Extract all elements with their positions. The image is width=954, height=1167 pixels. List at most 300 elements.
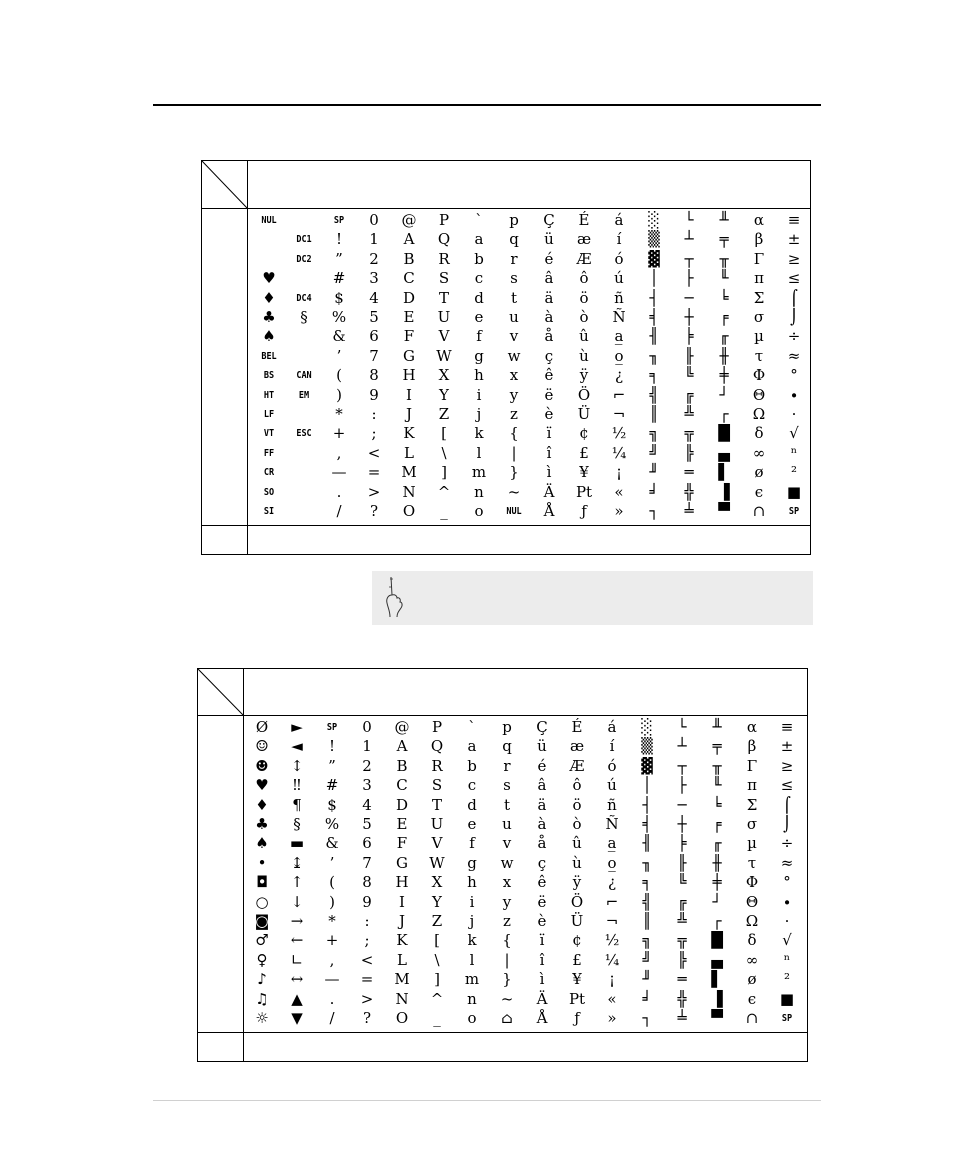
char-cell: h: [474, 366, 484, 385]
char-cell: M: [394, 970, 410, 989]
char-cell: à: [544, 308, 554, 326]
char-cell: │: [642, 776, 652, 795]
char-cell: c: [474, 269, 484, 288]
char-cell: ¥: [572, 970, 582, 989]
char-cell: ): [336, 385, 342, 404]
char-cell: ╘: [712, 795, 722, 814]
char-cell: τ: [754, 346, 764, 365]
char-cell: ♣: [262, 308, 276, 326]
char-cell: T: [438, 288, 449, 307]
char-cell: ╟: [677, 853, 687, 872]
char-cell: O: [395, 1009, 409, 1027]
char-cell: ▓: [648, 249, 660, 268]
char-cell: ü: [544, 230, 554, 249]
char-cell: [286, 347, 322, 366]
char-cell: d: [467, 795, 477, 814]
char-cell: @: [394, 718, 410, 736]
char-cell: a: [474, 230, 484, 249]
char-cell: D: [402, 288, 416, 307]
char-cell: @: [401, 211, 417, 229]
char-cell: £: [579, 443, 589, 462]
char-cell: ⌂: [501, 1009, 513, 1027]
char-cell: n: [467, 989, 477, 1008]
char-cell: ë: [544, 385, 554, 404]
char-cell: [251, 250, 287, 269]
char-cell: Ç: [543, 211, 555, 229]
char-cell: ]: [441, 463, 447, 482]
char-cell: [286, 502, 322, 521]
char-cell: o: [467, 1009, 477, 1027]
char-cell: C: [396, 776, 408, 795]
char-cell: ó: [607, 756, 617, 775]
char-cell: ,: [336, 443, 342, 462]
char-cell: ’: [336, 346, 342, 365]
char-cell: SO: [263, 486, 275, 498]
footer-rule: [153, 1100, 821, 1101]
char-cell: o̲: [607, 853, 617, 872]
char-cell: ▒: [641, 737, 653, 756]
char-cell: .: [336, 482, 342, 501]
char-cell: [286, 405, 322, 424]
char-cell: ♥: [262, 269, 276, 288]
char-cell: ┘: [719, 385, 729, 404]
char-cell: n: [474, 482, 484, 501]
char-cell: ¬: [612, 405, 626, 423]
char-cell: ^: [430, 989, 444, 1008]
char-cell: ÷: [780, 834, 794, 853]
char-cell: X: [438, 366, 450, 385]
char-cell: ╬: [677, 989, 687, 1008]
char-cell: y: [502, 892, 512, 911]
char-cell: y: [509, 385, 519, 404]
char-cell: ⌐: [612, 385, 626, 404]
char-cell: â: [537, 776, 547, 795]
char-cell: π: [754, 269, 764, 288]
row-header-divider: [247, 161, 248, 554]
char-cell: ─: [677, 795, 687, 814]
char-cell: ♦: [262, 288, 276, 307]
char-cell: ”: [335, 249, 343, 268]
char-cell: ↕: [290, 756, 304, 775]
char-cell: β: [754, 230, 764, 249]
char-cell: á: [614, 211, 624, 229]
char-cell: ö: [572, 795, 582, 814]
header-row-divider: [202, 208, 810, 209]
char-cell: ·: [784, 912, 790, 930]
char-cell: é: [537, 756, 547, 775]
char-cell: t: [510, 288, 518, 307]
char-cell: c: [467, 776, 477, 795]
char-cell: q: [502, 737, 512, 756]
char-cell: —: [331, 463, 347, 482]
char-cell: Æ: [576, 249, 592, 268]
char-cell: z: [510, 405, 518, 423]
char-cell: Y: [439, 385, 449, 404]
char-cell: ╒: [712, 815, 722, 833]
char-cell: B: [396, 756, 408, 775]
char-cell: ╖: [649, 346, 659, 365]
char-cell: G: [403, 346, 415, 365]
char-cell: 3: [362, 776, 372, 795]
char-cell: ■: [779, 989, 795, 1008]
char-cell: 5: [362, 815, 372, 833]
char-cell: .: [329, 989, 335, 1008]
char-cell: Pt: [568, 989, 586, 1008]
char-cell: ±: [780, 737, 794, 756]
char-cell: DC1: [296, 234, 312, 246]
char-cell: ¼: [604, 950, 620, 969]
char-cell: }: [502, 970, 512, 989]
char-cell: u: [509, 308, 519, 326]
char-cell: δ: [747, 931, 757, 950]
char-cell: Φ: [745, 873, 759, 892]
char-cell: ╪: [712, 873, 722, 892]
char-cell: √: [782, 931, 792, 950]
char-cell: £: [572, 950, 582, 969]
corner-diagonal: [198, 669, 244, 716]
char-cell: ├: [684, 269, 694, 288]
char-cell: _: [433, 1009, 441, 1027]
char-cell: ╨: [719, 211, 729, 229]
char-cell: 8: [369, 366, 379, 385]
char-cell: k: [474, 424, 484, 443]
char-cell: f: [476, 327, 482, 346]
char-cell: ¡: [608, 970, 616, 989]
char-cell: 7: [362, 853, 372, 872]
char-cell: l: [476, 443, 482, 462]
char-cell: Σ: [753, 288, 765, 307]
char-cell: è: [544, 405, 554, 423]
char-cell: ▓: [641, 756, 653, 775]
char-cell: =: [360, 970, 374, 989]
char-cell: ⌡: [783, 815, 791, 833]
char-cell: ‼: [293, 776, 301, 795]
char-cell: ♦: [255, 795, 269, 814]
header-row-divider: [198, 715, 807, 716]
char-cell: ⁿ: [790, 443, 798, 462]
char-cell: æ: [576, 230, 592, 249]
char-cell: m: [464, 970, 480, 989]
pointing-hand-icon: [380, 575, 406, 619]
char-cell: §: [293, 815, 301, 833]
char-cell: å: [537, 834, 547, 853]
char-cell: ▐: [718, 482, 730, 501]
char-cell: δ: [754, 424, 764, 443]
char-cell: =: [367, 463, 381, 482]
char-cell: W: [429, 853, 445, 872]
char-cell: ╒: [719, 308, 729, 326]
character-table-1: [201, 160, 811, 555]
char-cell: ▄: [711, 950, 723, 969]
char-cell: #: [332, 269, 346, 288]
char-cell: ÿ: [572, 873, 582, 892]
char-cell: à: [537, 815, 547, 833]
char-cell: ≤: [780, 776, 794, 795]
char-cell: ;: [371, 424, 377, 443]
char-cell: ┴: [677, 737, 687, 756]
char-cell: ≈: [787, 346, 801, 365]
char-cell: Æ: [569, 756, 585, 775]
char-cell: Ö: [570, 892, 584, 911]
char-cell: є: [754, 482, 764, 501]
char-cell: ä: [544, 288, 554, 307]
char-cell: ←: [290, 931, 304, 950]
char-cell: ▌: [718, 463, 730, 482]
char-cell: ⌠: [783, 795, 791, 814]
char-cell: ¿: [607, 873, 617, 892]
char-cell: `: [468, 718, 476, 736]
char-cell: ø: [754, 463, 764, 482]
char-cell: U: [437, 308, 451, 326]
char-cell: ¢: [579, 424, 589, 443]
char-cell: e: [467, 815, 477, 833]
char-cell: V: [431, 834, 443, 853]
char-cell: A: [396, 737, 408, 756]
char-cell: ╛: [649, 482, 659, 501]
char-cell: SI: [263, 506, 275, 517]
footer-row-divider: [198, 1032, 807, 1033]
char-cell: :: [371, 405, 377, 423]
char-cell: ═: [684, 463, 694, 482]
char-cell: ∙: [790, 385, 798, 404]
char-cell: ┤: [642, 795, 652, 814]
char-cell: ╡: [649, 308, 659, 326]
char-cell: <: [367, 443, 381, 462]
char-cell: ”: [328, 756, 336, 775]
char-cell: É: [578, 211, 590, 229]
char-cell: X: [431, 873, 443, 892]
char-cell: ▼: [291, 1009, 303, 1027]
char-cell: û: [579, 327, 589, 346]
char-cell: ~: [500, 989, 514, 1008]
char-cell: ↑: [290, 873, 304, 892]
char-cell: ╘: [719, 288, 729, 307]
char-cell: ç: [544, 346, 554, 365]
char-cell: FF: [263, 447, 275, 459]
char-cell: Γ: [746, 756, 758, 775]
char-cell: є: [747, 989, 757, 1008]
char-cell: `: [475, 211, 483, 229]
char-cell: ═: [677, 970, 687, 989]
char-cell: Ω: [752, 405, 766, 423]
char-cell: ╕: [642, 873, 652, 892]
char-cell: I: [406, 385, 412, 404]
char-cell: β: [747, 737, 757, 756]
char-cell: ▀: [718, 502, 730, 520]
char-cell: ñ: [614, 288, 624, 307]
char-cell: $: [334, 288, 344, 307]
char-cell: 4: [369, 288, 379, 307]
char-cell: B: [403, 249, 415, 268]
char-cell: ╥: [719, 249, 729, 268]
char-cell: ╫: [712, 853, 722, 872]
char-cell: ╢: [649, 327, 659, 346]
char-cell: °: [783, 873, 791, 892]
char-cell: ║: [649, 405, 659, 423]
char-cell: ä: [537, 795, 547, 814]
char-cell: :: [364, 912, 370, 930]
char-cell: ║: [642, 912, 652, 930]
char-cell: S: [438, 269, 450, 288]
char-cell: J: [398, 912, 405, 930]
char-cell: CAN: [296, 370, 312, 382]
char-cell: q: [509, 230, 519, 249]
char-cell: ▒: [648, 230, 660, 249]
char-cell: Φ: [752, 366, 766, 385]
char-cell: ó: [614, 249, 624, 268]
char-cell: /: [329, 1009, 335, 1027]
char-cell: ─: [684, 288, 694, 307]
char-cell: ╣: [642, 892, 652, 911]
char-cell: N: [402, 482, 416, 501]
char-cell: ù: [579, 346, 589, 365]
char-cell: ÷: [787, 327, 801, 346]
char-cell: ê: [537, 873, 547, 892]
char-cell: î: [546, 443, 552, 462]
char-cell: Z: [438, 405, 450, 423]
char-cell: —: [324, 970, 340, 989]
char-cell: ┤: [649, 288, 659, 307]
char-cell: 2: [369, 249, 379, 268]
char-cell: ·: [791, 405, 797, 423]
char-cell: ♥: [255, 776, 269, 795]
char-cell: 2: [362, 756, 372, 775]
char-cell: ┌: [712, 912, 722, 930]
char-cell: EM: [298, 389, 310, 401]
char-cell: DC2: [296, 253, 312, 265]
char-cell: ∟: [290, 950, 304, 969]
char-cell: b: [474, 249, 484, 268]
char-cell: ╡: [642, 815, 652, 833]
char-cell: z: [503, 912, 511, 930]
char-cell: A: [403, 230, 415, 249]
char-cell: ¡: [615, 463, 623, 482]
char-cell: p: [502, 718, 512, 736]
char-cell: _: [440, 502, 448, 520]
char-cell: ■: [786, 482, 802, 501]
char-cell: a: [467, 737, 477, 756]
char-cell: ô: [572, 776, 582, 795]
char-cell: ♠: [262, 327, 276, 346]
char-cell: 7: [369, 346, 379, 365]
char-cell: ╟: [684, 346, 694, 365]
char-cell: ì: [546, 463, 552, 482]
char-cell: g: [467, 853, 477, 872]
char-cell: NUL: [506, 506, 522, 517]
char-cell: o: [474, 502, 484, 520]
char-cell: ]: [434, 970, 440, 989]
char-cell: ¼: [611, 443, 627, 462]
char-cell: ï: [546, 424, 552, 443]
char-cell: ô: [579, 269, 589, 288]
char-cell: v: [509, 327, 519, 346]
char-cell: ↨: [290, 853, 304, 872]
char-cell: K: [403, 424, 415, 443]
char-cell: ╢: [642, 834, 652, 853]
char-cell: ╓: [712, 834, 722, 853]
char-cell: τ: [747, 853, 757, 872]
char-cell: E: [396, 815, 408, 833]
char-cell: ╛: [642, 989, 652, 1008]
char-cell: «: [607, 989, 617, 1008]
char-cell: t: [503, 795, 511, 814]
corner-diagonal: [202, 161, 248, 209]
char-cell: 4: [362, 795, 372, 814]
char-cell: â: [544, 269, 554, 288]
char-cell: 8: [362, 873, 372, 892]
header-rule: [153, 104, 821, 106]
char-cell: SP: [333, 215, 345, 226]
char-cell: ╥: [712, 756, 722, 775]
char-cell: §: [300, 308, 308, 326]
char-cell: ╫: [719, 346, 729, 365]
char-cell: ╬: [684, 482, 694, 501]
char-cell: ┼: [677, 815, 687, 833]
char-cell: ∩: [752, 502, 766, 520]
char-cell: ╧: [677, 1009, 687, 1027]
char-cell: E: [403, 308, 415, 326]
char-cell: ╜: [642, 970, 652, 989]
char-cell: ≡: [787, 211, 801, 229]
char-cell: %: [324, 815, 340, 833]
char-cell: \: [441, 443, 447, 462]
char-cell: o̲: [614, 346, 624, 365]
char-cell: &: [325, 834, 339, 853]
char-cell: e: [474, 308, 484, 326]
char-cell: L: [397, 950, 407, 969]
char-cell: √: [789, 424, 799, 443]
char-cell: i: [469, 892, 475, 911]
char-cell: ¶: [292, 795, 302, 814]
char-cell: Σ: [746, 795, 758, 814]
char-cell: ┴: [684, 230, 694, 249]
char-cell: 0: [362, 718, 372, 736]
char-cell: ï: [539, 931, 545, 950]
char-cell: ╣: [649, 385, 659, 404]
char-cell: ²: [790, 463, 797, 482]
char-cell: ♀: [256, 950, 268, 969]
char-cell: ░: [648, 211, 660, 229]
char-cell: g: [474, 346, 484, 365]
char-cell: ╗: [642, 931, 652, 950]
char-cell: Q: [437, 230, 451, 249]
character-table-2: [197, 668, 808, 1062]
char-cell: |: [511, 443, 517, 462]
char-cell: +: [325, 931, 339, 950]
char-cell: ╩: [684, 405, 694, 423]
char-cell: 0: [369, 211, 379, 229]
char-cell: j: [476, 405, 482, 423]
char-cell: SP: [326, 722, 338, 733]
char-cell: r: [503, 756, 511, 775]
char-cell: I: [399, 892, 405, 911]
char-cell: ;: [364, 931, 370, 950]
char-cell: æ: [569, 737, 585, 756]
char-cell: ≡: [780, 718, 794, 736]
char-cell: ≈: [780, 853, 794, 872]
char-cell: ¢: [572, 931, 582, 950]
char-cell: f: [469, 834, 475, 853]
char-cell: ♠: [255, 834, 269, 853]
char-cell: a̲: [607, 834, 617, 853]
char-cell: ╔: [684, 385, 694, 404]
char-cell: ◄: [291, 737, 303, 756]
char-cell: ►: [291, 718, 303, 736]
char-cell: ╚: [684, 366, 694, 385]
char-cell: å: [544, 327, 554, 346]
char-cell: Ñ: [612, 308, 626, 326]
char-cell: ♫: [255, 989, 269, 1008]
